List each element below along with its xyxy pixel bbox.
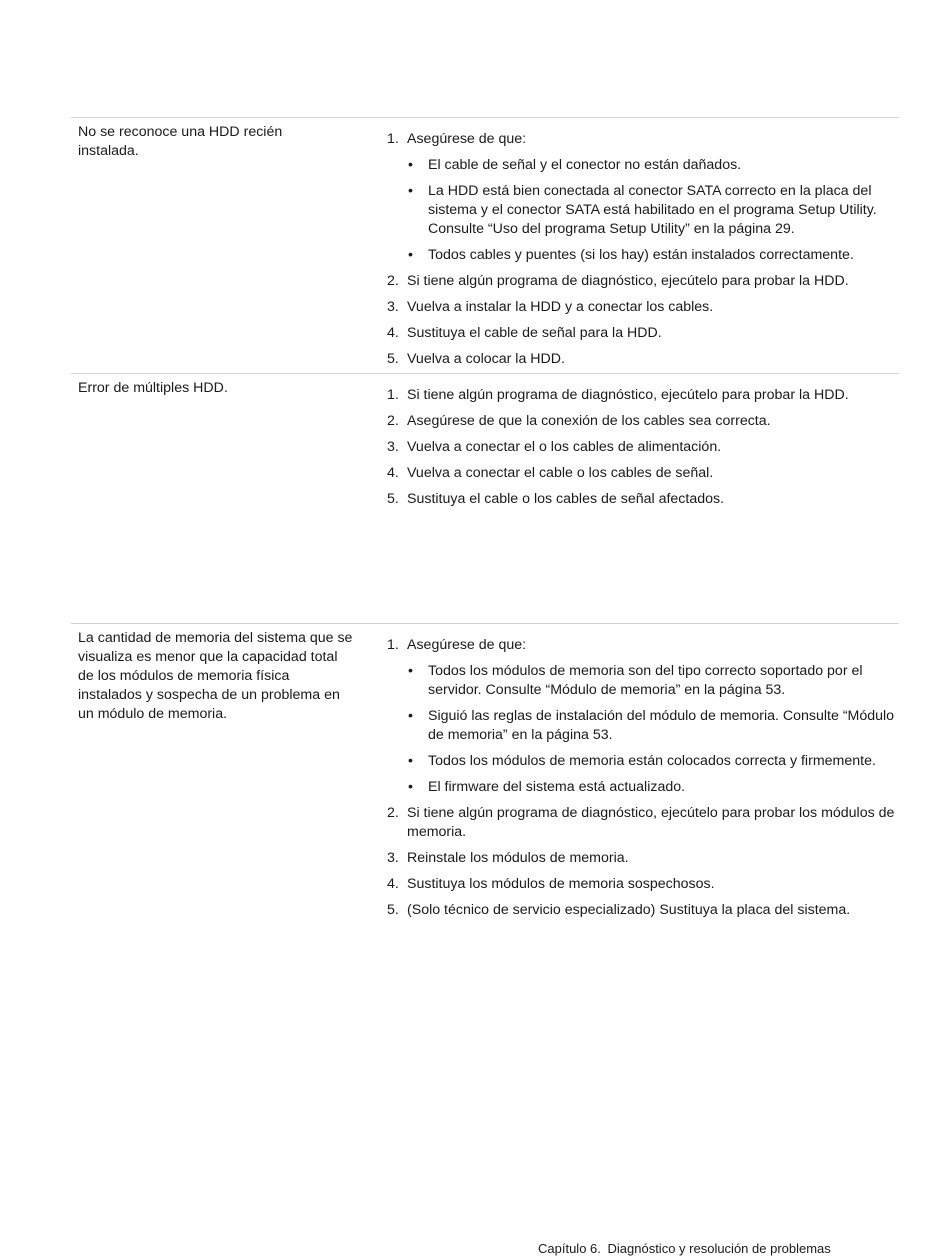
list-item bbox=[387, 804, 899, 842]
list-item: • Todos los módulos de memoria son del tipo correcto soportado por el servidor. Consulte “Módulo de memoria” en la página 53. bbox=[408, 663, 863, 698]
list-item bbox=[387, 875, 899, 894]
list-item bbox=[387, 849, 899, 868]
page-footer bbox=[538, 1240, 831, 1258]
troubleshooting-table-memory bbox=[71, 623, 899, 924]
step-number: 5. bbox=[387, 351, 399, 367]
table-row bbox=[71, 624, 899, 924]
step-number: 1. bbox=[387, 387, 399, 403]
step-number: 5. bbox=[387, 902, 399, 918]
list-item: • El cable de señal y el conector no están dañados. bbox=[408, 157, 742, 173]
symptom-cell: Error de múltiples HDD. bbox=[78, 380, 228, 396]
list-item bbox=[387, 324, 899, 343]
list-item bbox=[387, 298, 899, 317]
steps-list bbox=[387, 130, 899, 369]
action-cell bbox=[358, 374, 899, 513]
table-row bbox=[71, 373, 899, 513]
step-number: 5. bbox=[387, 491, 399, 507]
list-item: • Todos los módulos de memoria están colocados correcta y firmemente. bbox=[408, 753, 876, 769]
list-item bbox=[387, 636, 899, 797]
step-text: Sustituya los módulos de memoria sospechosos. bbox=[407, 876, 715, 892]
list-item bbox=[387, 272, 899, 291]
step-text: Asegúrese de que: bbox=[407, 131, 527, 147]
list-item: • La HDD está bien conectada al conector SATA correcto en la placa del sistema y el conector SATA está habilitado en el programa Setup Utility. Consulte “Uso del programa Setup Utility” en la página 29. bbox=[408, 183, 877, 237]
bullet-list bbox=[407, 156, 899, 265]
bullet-icon: • bbox=[408, 663, 413, 679]
step-number: 3. bbox=[387, 299, 399, 315]
steps-list bbox=[387, 386, 899, 509]
list-item bbox=[387, 901, 899, 920]
step-number: 3. bbox=[387, 439, 399, 455]
symptom-cell: No se reconoce una HDD recién instalada. bbox=[78, 124, 283, 159]
list-item: • Siguió las reglas de instalación del módulo de memoria. Consulte “Módulo de memoria” en la página 53. bbox=[408, 708, 895, 743]
bullet-list bbox=[407, 662, 899, 797]
step-number: 1. bbox=[387, 131, 399, 147]
step-text: Vuelva a conectar el cable o los cables de señal. bbox=[407, 465, 714, 481]
step-text: Asegúrese de que la conexión de los cables sea correcta. bbox=[407, 413, 771, 429]
list-item bbox=[387, 464, 899, 483]
step-number: 4. bbox=[387, 465, 399, 481]
step-number: 4. bbox=[387, 876, 399, 892]
step-text: Sustituya el cable o los cables de señal afectados. bbox=[407, 491, 725, 507]
list-item: • El firmware del sistema está actualizado. bbox=[408, 779, 686, 795]
step-text: Si tiene algún programa de diagnóstico, ejecútelo para probar los módulos de memoria. bbox=[407, 805, 895, 840]
step-text: Vuelva a conectar el o los cables de alimentación. bbox=[407, 439, 722, 455]
step-text: Asegúrese de que: bbox=[407, 637, 527, 653]
list-item bbox=[387, 386, 899, 405]
step-text: Vuelva a instalar la HDD y a conectar los cables. bbox=[407, 299, 714, 315]
list-item bbox=[387, 438, 899, 457]
footer-chapter: Capítulo 6. bbox=[538, 1241, 601, 1256]
step-text: Si tiene algún programa de diagnóstico, ejecútelo para probar la HDD. bbox=[407, 273, 849, 289]
footer-title: Diagnóstico y resolución de problemas bbox=[607, 1241, 831, 1256]
action-cell bbox=[358, 624, 899, 924]
symptom-cell: La cantidad de memoria del sistema que se visualiza es menor que la capacidad total de los módulos de memoria física instalados y sospecha de un problema en un módulo de memoria. bbox=[78, 630, 353, 722]
bullet-icon: • bbox=[408, 753, 413, 769]
step-text: (Solo técnico de servicio especializado) Sustituya la placa del sistema. bbox=[407, 902, 851, 918]
table-row bbox=[71, 118, 899, 373]
step-number: 1. bbox=[387, 637, 399, 653]
step-text: Reinstale los módulos de memoria. bbox=[407, 850, 629, 866]
bullet-icon: • bbox=[408, 708, 413, 724]
step-number: 2. bbox=[387, 805, 399, 821]
list-item bbox=[387, 350, 899, 369]
bullet-icon: • bbox=[408, 247, 413, 263]
step-number: 3. bbox=[387, 850, 399, 866]
step-text: Sustituya el cable de señal para la HDD. bbox=[407, 325, 662, 341]
bullet-icon: • bbox=[408, 183, 413, 199]
step-number: 2. bbox=[387, 413, 399, 429]
list-item bbox=[387, 130, 899, 265]
list-item bbox=[387, 490, 899, 509]
step-text: Si tiene algún programa de diagnóstico, ejecútelo para probar la HDD. bbox=[407, 387, 849, 403]
troubleshooting-table-hdd bbox=[71, 117, 899, 513]
action-cell bbox=[358, 118, 899, 373]
step-text: Vuelva a colocar la HDD. bbox=[407, 351, 565, 367]
bullet-icon: • bbox=[408, 157, 413, 173]
step-number: 2. bbox=[387, 273, 399, 289]
bullet-icon: • bbox=[408, 779, 413, 795]
step-number: 4. bbox=[387, 325, 399, 341]
list-item bbox=[387, 412, 899, 431]
list-item: • Todos cables y puentes (si los hay) están instalados correctamente. bbox=[408, 247, 854, 263]
steps-list bbox=[387, 636, 899, 920]
